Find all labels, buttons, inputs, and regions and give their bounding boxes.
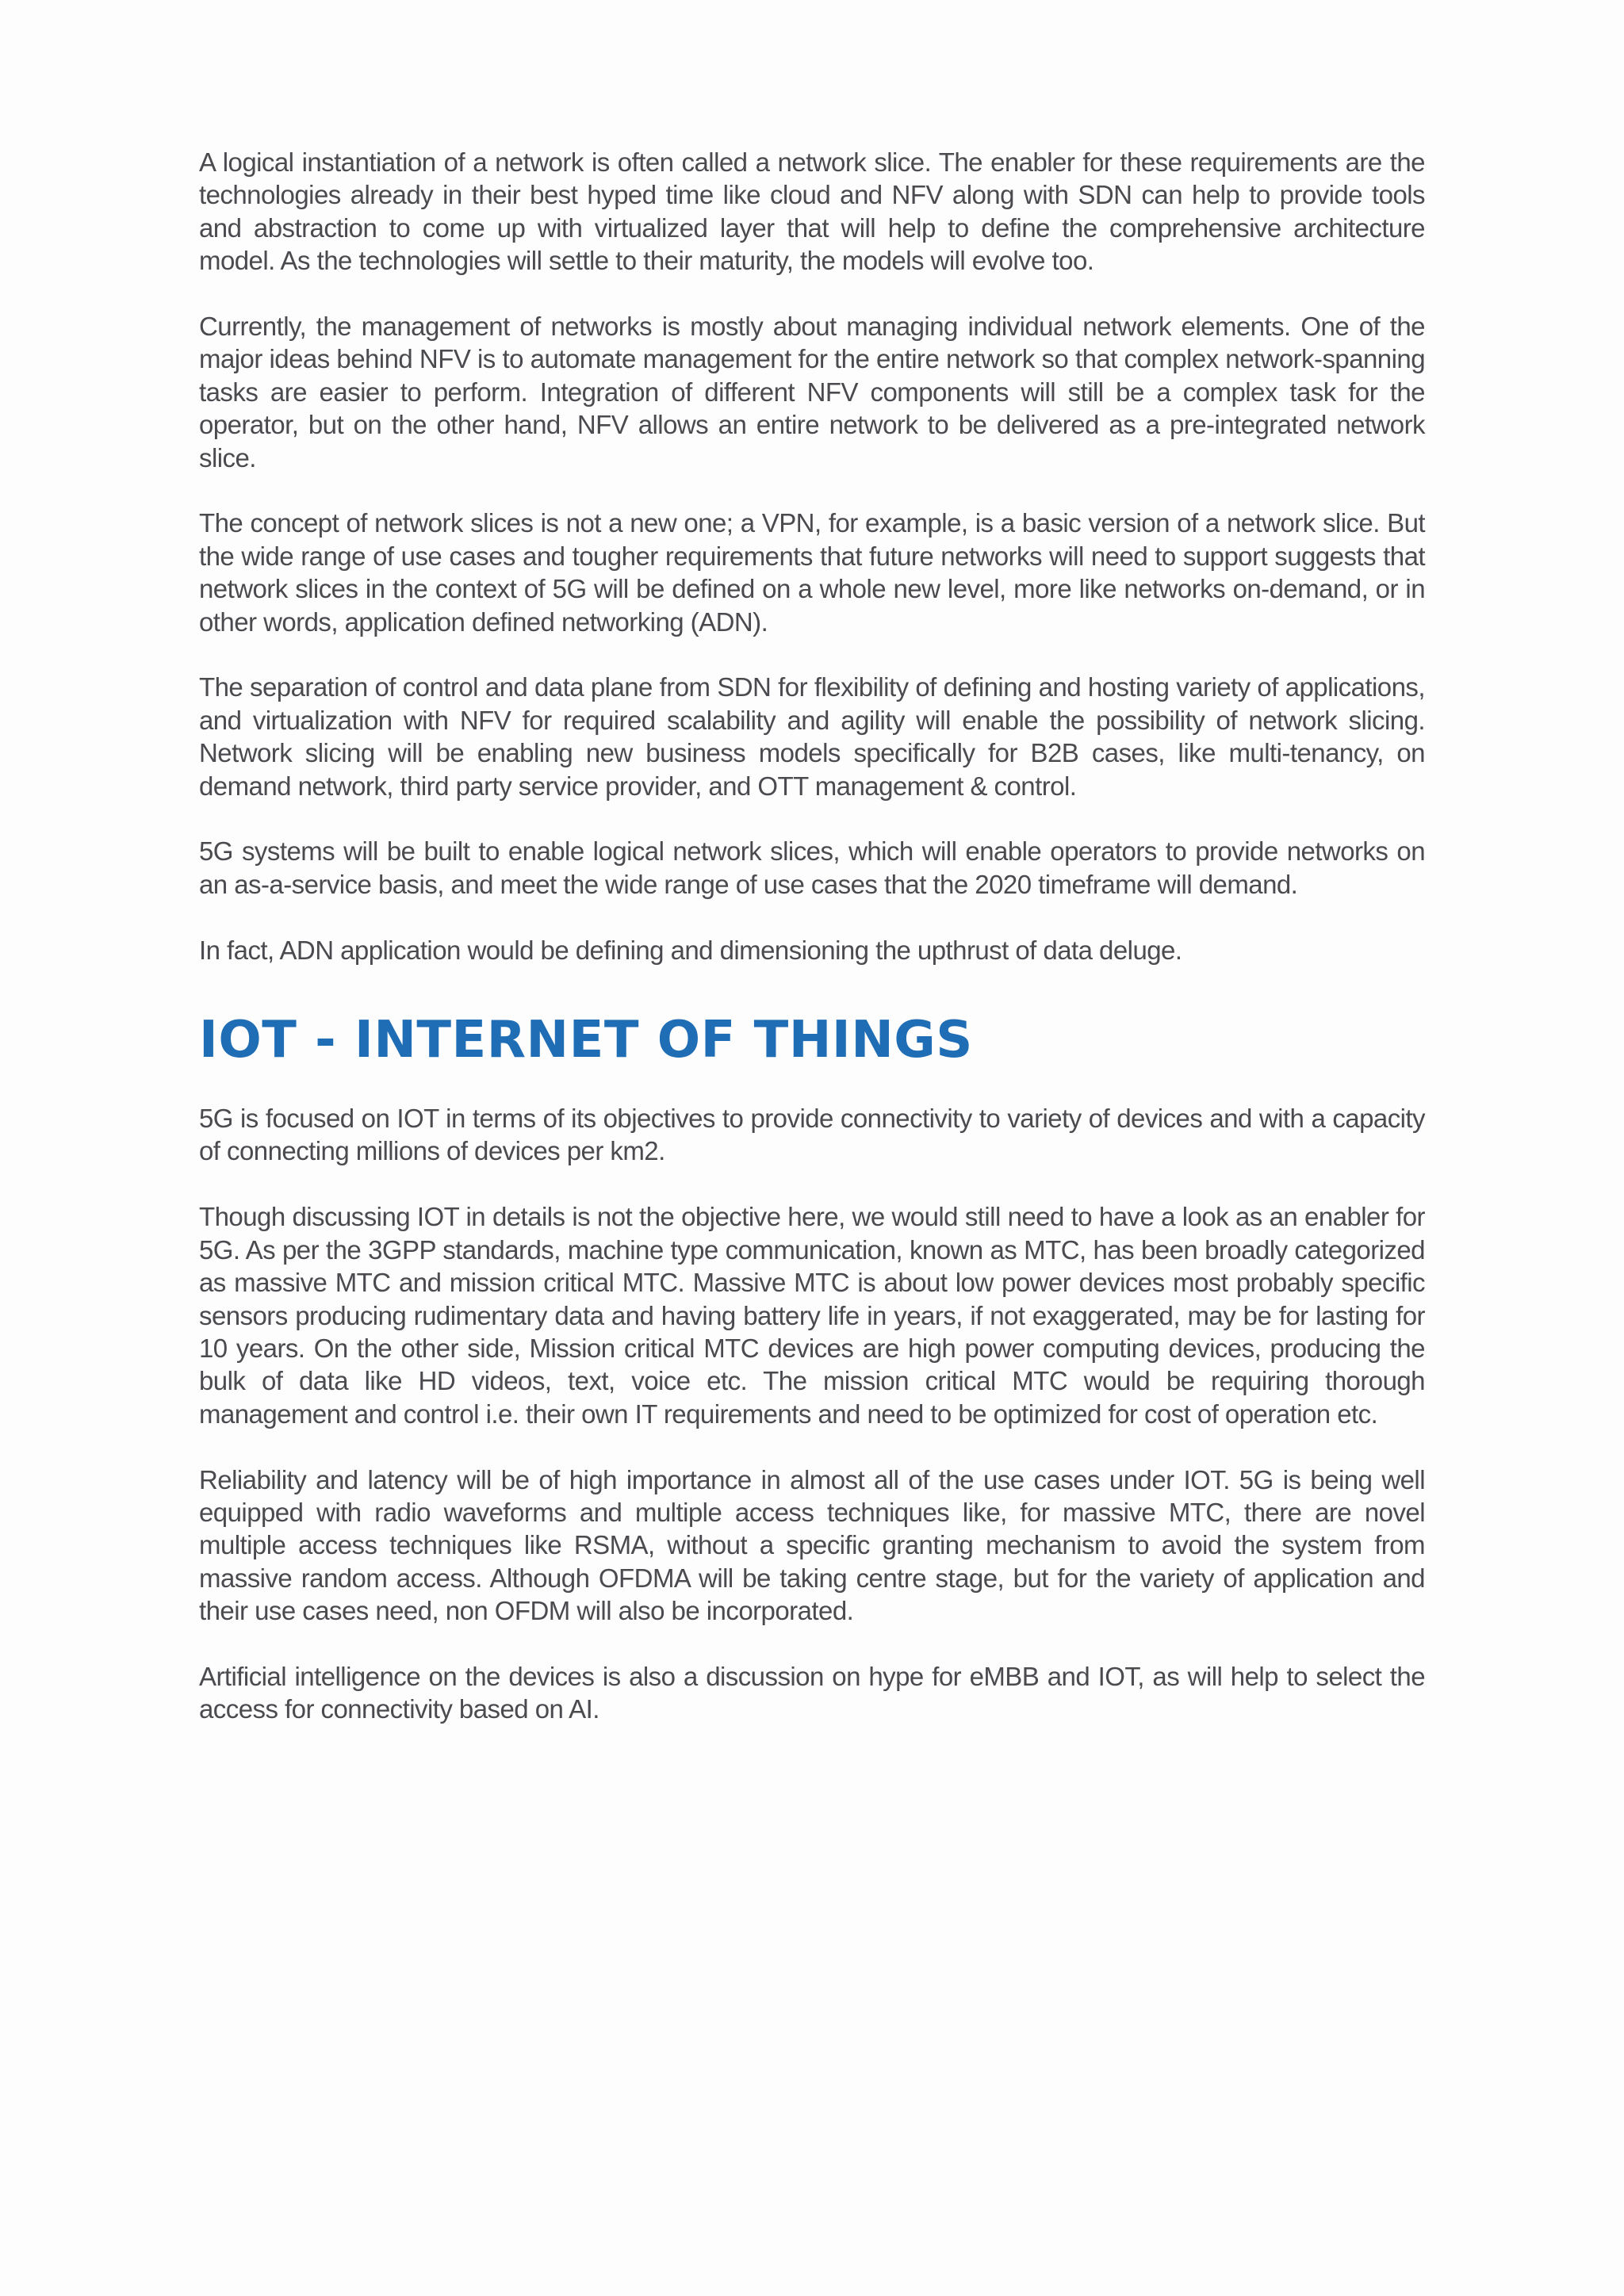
paragraph-artificial-intelligence: Artificial intelligence on the devices is also a discussion on hype for eMBB and IOT, as will help to select the access for connectivity based on AI. [199, 1661, 1425, 1724]
paragraph-network-management: Currently, the management of networks is mostly about managing individual network elements. One of the major ideas behind NFV is to automate management for the entire network so that complex network-spanning tasks are easier to perform. Integration of different NFV components will still be a complex task for the operator, but on the other hand, NFV allows an entire network to be delivered as a pre-integrated network slice. [199, 312, 1425, 473]
paragraph-adn-application: In fact, ADN application would be defining and dimensioning the upthrust of data deluge. [199, 935, 1182, 965]
section-heading-iot: IOT - INTERNET OF THINGS [199, 1011, 973, 1070]
paragraph-iot-focus: 5G is focused on IOT in terms of its objectives to provide connectivity to variety of devices and with a capacity of connecting millions of devices per km2. [199, 1104, 1425, 1166]
paragraph-mtc: Though discussing IOT in details is not the objective here, we would still need to have a look as an enabler for 5G. As per the 3GPP standards, machine type communication, known as MTC, has been broadly categorized as massive MTC and mission critical MTC. Massive MTC is about low power devices most probably specific sensors producing rudimentary data and having battery life in years, if not exaggerated, may be for lasting for 10 years. On the other side, Mission critical MTC devices are high power computing devices, producing the bulk of data like HD videos, text, voice etc. The mission critical MTC would be requiring thorough management and control i.e. their own IT requirements and need to be optimized for cost of operation etc. [199, 1202, 1425, 1429]
paragraph-reliability-latency: Reliability and latency will be of high importance in almost all of the use cases under IOT. 5G is being well equipped with radio waveforms and multiple access techniques like, for massive MTC, there are novel multiple access techniques like RSMA, without a specific granting mechanism to avoid the system from massive random access. Although OFDMA will be taking centre stage, but for the variety of application and their use cases need, non OFDM will also be incorporated. [199, 1464, 1425, 1626]
paragraph-5g-systems: 5G systems will be built to enable logical network slices, which will enable operators to provide networks on an as-a-service basis, and meet the wide range of use cases that the 2020 timeframe will demand. [199, 836, 1425, 899]
document-page [199, 146, 1425, 1758]
paragraph-vpn-concept: The concept of network slices is not a new one; a VPN, for example, is a basic version of a network slice. But the wide range of use cases and tougher requirements that future networks will need to support suggests that network slices in the context of 5G will be defined on a whole new level, more like networks on-demand, or in other words, application defined networking (ADN). [199, 508, 1425, 637]
paragraph-control-data-plane: The separation of control and data plane from SDN for flexibility of defining and hosting variety of applications, and virtualization with NFV for required scalability and agility will enable the possibility of network slicing. Network slicing will be enabling new business models specifically for B2B cases, like multi-tenancy, on demand network, third party service provider, and OTT management & control. [199, 672, 1425, 801]
paragraph-network-slice: A logical instantiation of a network is often called a network slice. The enabler for these requirements are the technologies already in their best hyped time like cloud and NFV along with SDN can help to provide tools and abstraction to come up with virtualized layer that will help to define the comprehensive architecture model. As the technologies will settle to their maturity, the models will evolve too. [199, 147, 1425, 276]
